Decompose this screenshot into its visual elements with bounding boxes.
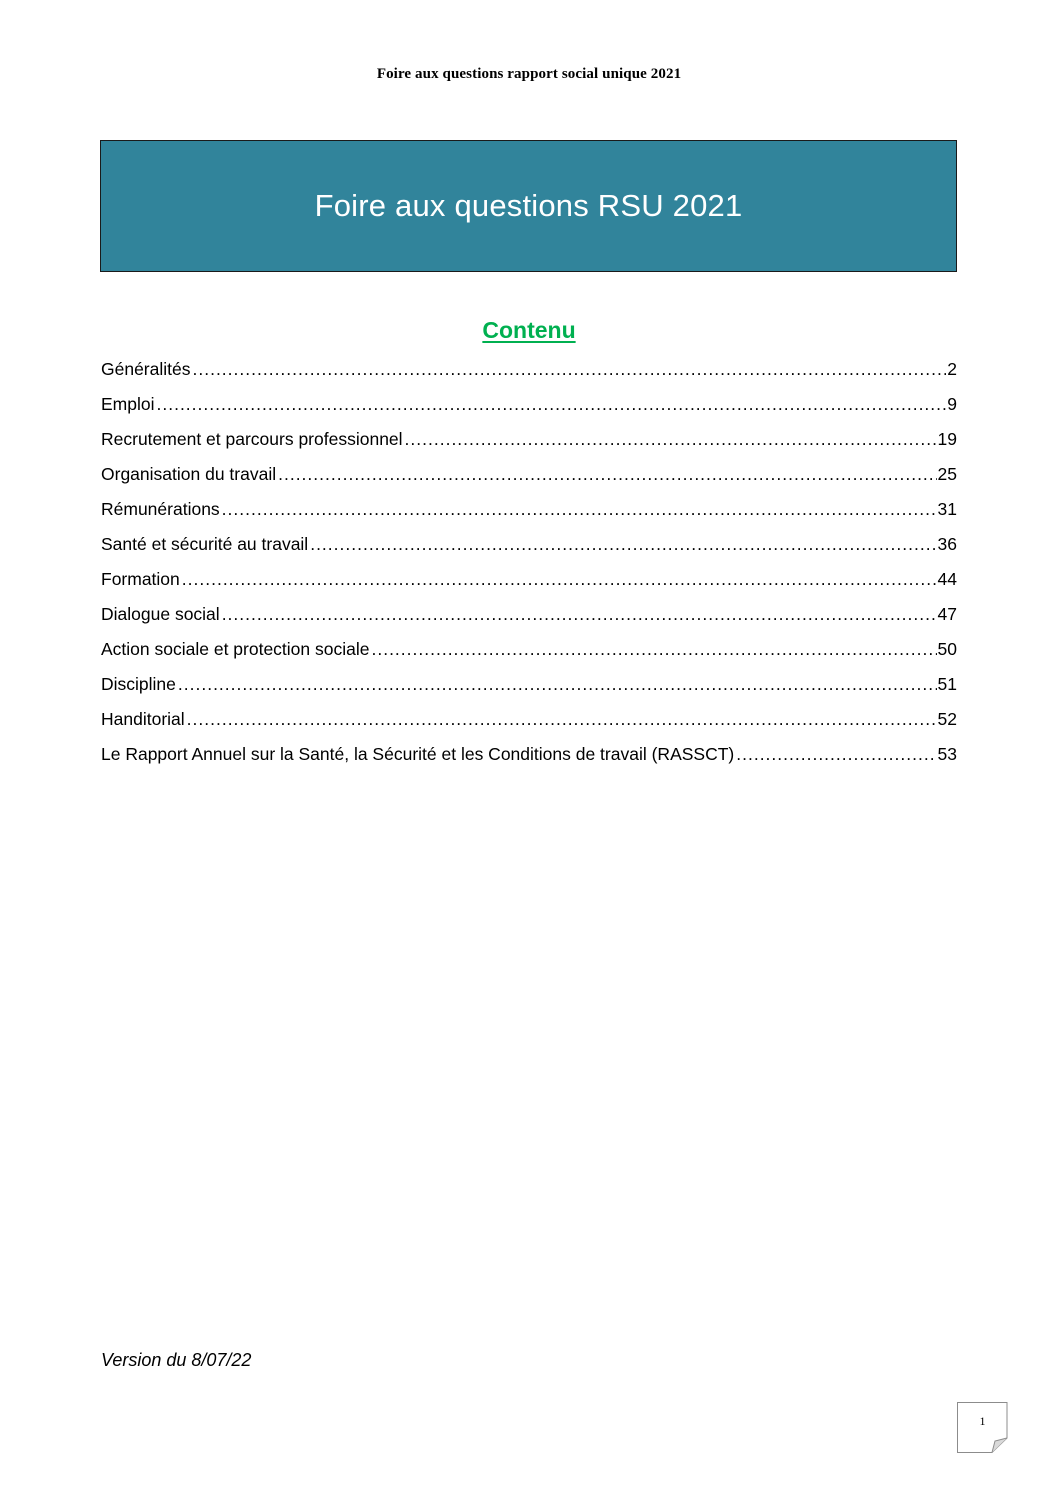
toc-entry-page: 25 bbox=[937, 464, 957, 484]
toc-dot-leader bbox=[736, 737, 936, 772]
toc-entry-label: Santé et sécurité au travail bbox=[101, 534, 309, 554]
toc-dot-leader bbox=[371, 632, 936, 667]
toc-entry-emploi[interactable] bbox=[101, 387, 957, 422]
page-number: 1 bbox=[979, 1414, 986, 1428]
toc-entry-remunerations[interactable] bbox=[101, 492, 957, 527]
toc-entry-handitorial[interactable] bbox=[101, 702, 957, 737]
toc-entry-sante-securite[interactable] bbox=[101, 527, 957, 562]
toc-entry-label: Rémunérations bbox=[101, 499, 220, 519]
toc-entry-organisation[interactable] bbox=[101, 457, 957, 492]
toc-dot-leader bbox=[157, 387, 947, 422]
toc-entry-page: 19 bbox=[937, 429, 957, 449]
running-header: Foire aux questions rapport social unique 2021 bbox=[376, 66, 682, 82]
toc-entry-rassct[interactable] bbox=[101, 737, 957, 772]
toc-entry-dialogue-social[interactable] bbox=[101, 597, 957, 632]
toc-dot-leader bbox=[178, 667, 937, 702]
toc-dot-leader bbox=[222, 597, 937, 632]
toc-dot-leader bbox=[182, 562, 937, 597]
table-of-contents bbox=[101, 352, 957, 772]
toc-entry-label: Emploi bbox=[101, 394, 155, 414]
toc-entry-page: 44 bbox=[937, 569, 957, 589]
toc-entry-label: Dialogue social bbox=[101, 604, 220, 624]
toc-entry-page: 47 bbox=[937, 604, 957, 624]
toc-dot-leader bbox=[405, 422, 937, 457]
title-banner bbox=[100, 140, 957, 272]
toc-entry-page: 52 bbox=[937, 709, 957, 729]
toc-entry-page: 31 bbox=[937, 499, 957, 519]
toc-entry-recrutement[interactable] bbox=[101, 422, 957, 457]
toc-entry-page: 51 bbox=[937, 674, 957, 694]
toc-entry-generalites[interactable] bbox=[101, 352, 957, 387]
toc-dot-leader bbox=[310, 527, 936, 562]
toc-entry-label: Discipline bbox=[101, 674, 176, 694]
page-number-badge bbox=[957, 1402, 1008, 1453]
toc-dot-leader bbox=[193, 352, 947, 387]
version-note: Version du 8/07/22 bbox=[101, 1350, 252, 1370]
toc-entry-label: Handitorial bbox=[101, 709, 185, 729]
toc-entry-discipline[interactable] bbox=[101, 667, 957, 702]
toc-entry-label: Organisation du travail bbox=[101, 464, 277, 484]
toc-entry-label: Action sociale et protection sociale bbox=[101, 639, 370, 659]
toc-dot-leader bbox=[278, 457, 936, 492]
toc-entry-label: Formation bbox=[101, 569, 180, 589]
toc-entry-formation[interactable] bbox=[101, 562, 957, 597]
toc-entry-label: Généralités bbox=[101, 359, 191, 379]
toc-entry-page: 2 bbox=[947, 359, 957, 379]
toc-dot-leader bbox=[187, 702, 937, 737]
toc-dot-leader bbox=[222, 492, 937, 527]
toc-entry-label: Recrutement et parcours professionnel bbox=[101, 429, 403, 449]
document-title: Foire aux questions RSU 2021 bbox=[314, 188, 743, 223]
toc-entry-page: 50 bbox=[937, 639, 957, 659]
toc-entry-label: Le Rapport Annuel sur la Santé, la Sécurité et les Conditions de travail (RASSCT) bbox=[101, 744, 735, 764]
toc-heading: Contenu bbox=[482, 317, 576, 343]
toc-entry-page: 36 bbox=[937, 534, 957, 554]
toc-entry-page: 9 bbox=[947, 394, 957, 414]
toc-entry-page: 53 bbox=[937, 744, 957, 764]
toc-entry-action-sociale[interactable] bbox=[101, 632, 957, 667]
